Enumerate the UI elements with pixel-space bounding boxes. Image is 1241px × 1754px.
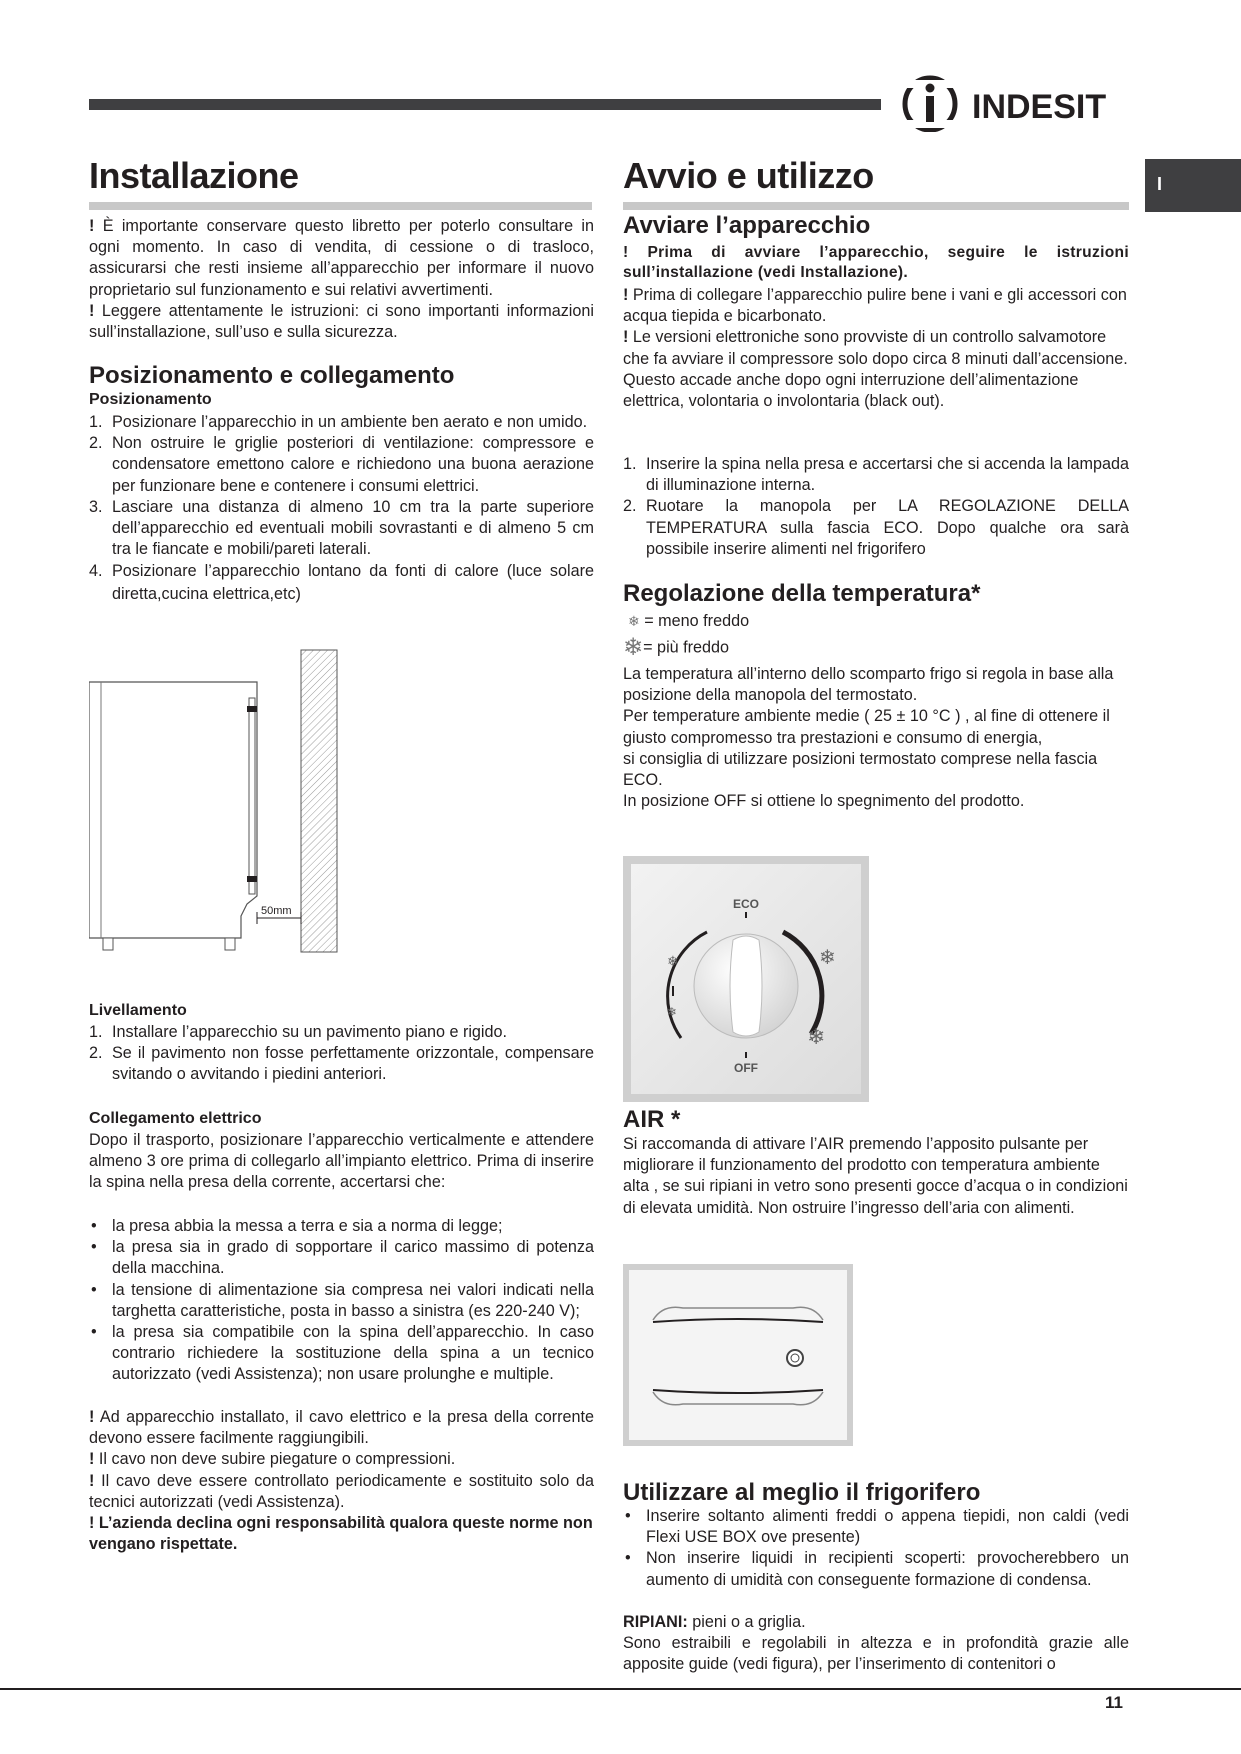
electric-heading: Collegamento elettrico (89, 1110, 262, 1127)
start-note: ! Le versioni elettroniche sono provviste di un controllo salvamotore che fa avviare il compressore solo dopo circa 8 minuti dall’accensione. Questo accade anche dopo ogni interruzione dell’alimentazione elettrica, volontaria o involontaria (black out). (623, 328, 1128, 411)
electric-checklist (89, 1216, 594, 1386)
dial-snowflake-icon: ❄ (807, 1024, 826, 1049)
start-bold-warning: ! Prima di avviare l’apparecchio, seguire le istruzioni sull’installazione (vedi Installazione). (623, 244, 1129, 281)
warning-note: ! Il cavo non deve subire piegature o compressioni. (89, 1450, 456, 1469)
brand-name: INDESIT (972, 88, 1107, 126)
electric-warnings (89, 1407, 594, 1555)
more-cold-legend: ❄= più freddo (623, 634, 730, 661)
less-cold-legend: ❄ = meno freddo (628, 611, 749, 632)
thermostat-dial-figure (623, 856, 869, 1108)
start-notes (623, 285, 1129, 412)
start-note: ! Prima di collegare l’apparecchio pulire bene i vani e gli accessori con acqua tiepida e bicarbonato. (623, 286, 1127, 326)
list-item: 1. Posizionare l’apparecchio in un ambiente ben aerato e non umido. (89, 413, 588, 431)
air-button-figure (623, 1264, 853, 1452)
intro-note-1: ! È importante conservare questo libretto per poterlo consultare in ogni momento. In caso di vendita, di cessione o di trasloco, assicurarsi che resti insieme all’apparecchio per informare il nuovo proprietario sul funzionamento e sui relativi avvertimenti. (89, 217, 594, 299)
distance-label: 50mm (261, 905, 292, 917)
leveling-list (89, 1022, 594, 1086)
best-use-list (623, 1506, 1129, 1591)
indesit-logo (902, 74, 1132, 132)
list-item: • la presa sia compatibile con la spina dell’apparecchio. In caso contrario richiedere la sostituzione della spina a un tecnico autorizzato (vedi Assistenza); non usare prolunghe e multiple. (89, 1322, 594, 1386)
temperature-paragraph: Per temperature ambiente medie ( 25 ± 10 °C ) , al fine di ottenere il giusto compromesso tra prestazioni e consumo di energia, (623, 707, 1110, 747)
list-item: 2. Se il pavimento non fosse perfettamente orizzontale, compensare svitando o avvitando i piedini anteriori. (89, 1044, 594, 1084)
language-tab-label: I (1157, 174, 1163, 194)
list-item: • la tensione di alimentazione sia compresa nei valori indicati nella targhetta caratteristiche, posta in basso a sinistra (es 220-240 V); (89, 1280, 594, 1322)
positioning-heading: Posizionamento e collegamento (89, 362, 455, 389)
temperature-heading: Regolazione della temperatura* (623, 580, 981, 607)
shelves-text (623, 1612, 1129, 1676)
temperature-text (623, 664, 1129, 812)
positioning-subheading: Posizionamento (89, 391, 212, 408)
header-bar (89, 99, 881, 110)
temperature-paragraph: In posizione OFF si ottiene lo spegnimento del prodotto. (623, 792, 1025, 811)
snowflake-large-icon: ❄ (623, 634, 644, 661)
language-tab (1145, 159, 1241, 212)
warning-note: ! Il cavo deve essere controllato periodicamente e sostituito solo da tecnici autorizzati (vedi Assistenza). (89, 1471, 594, 1511)
list-item: 1. Installare l’apparecchio su un pavimento piano e rigido. (89, 1023, 508, 1041)
list-item: 3. Lasciare una distanza di almeno 10 cm tra la parte superiore dell’apparecchio ed eventuali mobili sovrastanti e di almeno 5 cm tra le fiancate e mobili/pareti laterali. (89, 497, 594, 559)
start-heading: Avviare l’apparecchio (623, 212, 871, 239)
snowflake-small-icon: ❄ (628, 613, 640, 630)
dial-eco-label: ECO (732, 897, 760, 911)
air-heading: AIR * (623, 1106, 681, 1133)
page-number: 11 (1105, 1693, 1123, 1712)
start-steps (623, 454, 1129, 560)
installation-distance-figure (89, 648, 349, 964)
dial-snowflake-icon: ❄ (667, 953, 679, 969)
air-text: Si raccomanda di attivare l’AIR premendo l’apposito pulsante per migliorare il funzionamento del prodotto con temperatura ambiente alta , se sui ripiani in vetro sono presenti gocce d’acqua o in condizioni di elevata umidità. Non ostruire l’ingresso dell’aria con alimenti. (623, 1135, 1128, 1217)
warning-note: ! Ad apparecchio installato, il cavo elettrico e la presa della corrente devono essere facilmente raggiungibili. (89, 1408, 594, 1448)
footer-line (0, 1688, 1241, 1690)
leveling-heading: Livellamento (89, 1002, 187, 1019)
best-use-heading: Utilizzare al meglio il frigorifero (623, 1479, 981, 1506)
liability-warning: ! L’azienda declina ogni responsabilità qualora queste norme non vengano rispettate. (89, 1514, 593, 1554)
electric-text: Dopo il trasporto, posizionare l’apparecchio verticalmente e attendere almeno 3 ore prima di collegarlo all’impianto elettrico. Prima di inserire la spina nella presa della corrente, accertarsi che: (89, 1131, 594, 1192)
list-item: 2. Ruotare la manopola per LA REGOLAZIONE DELLA TEMPERATURA sulla fascia ECO. Dopo qualche ora sarà possibile inserire alimenti nel frigorifero (623, 497, 1129, 558)
intro-note-2: ! Leggere attentamente le istruzioni: ci sono importanti informazioni sull’installazione, sull’uso e sulla sicurezza. (89, 301, 594, 342)
installation-intro (89, 216, 594, 343)
list-item: 2. Non ostruire le griglie posteriori di ventilazione: compressore e condensatore emettono calore e richiedono una buona aerazione per funzionare bene e contenere i consumi elettrici. (89, 434, 594, 495)
dial-snowflake-icon: ❄ (819, 947, 836, 969)
installation-title: Installazione (89, 156, 592, 210)
list-item: 4. Posizionare l’apparecchio lontano da fonti di calore (luce solare diretta,cucina elettrica,etc) (89, 562, 594, 604)
positioning-list (89, 412, 594, 606)
dial-off-label: OFF (734, 1061, 758, 1075)
temperature-paragraph: si consiglia di utilizzare posizioni termostato comprese nella fascia ECO. (623, 749, 1098, 790)
list-item: • Non inserire liquidi in recipienti scoperti: provocherebbero un aumento di umidità con conseguente formazione di condensa. (623, 1548, 1129, 1590)
startup-title: Avvio e utilizzo (623, 156, 1129, 210)
dial-snowflake-icon: ❄ (667, 1005, 678, 1019)
list-item: • la presa abbia la messa a terra e sia a norma di legge; (89, 1216, 594, 1237)
shelves-line: RIPIANI: pieni o a griglia. (623, 1613, 806, 1631)
shelves-line: Sono estraibili e regolabili in altezza e in profondità grazie alle apposite guide (vedi figura), per l’inserimento di contenitori o (623, 1634, 1129, 1674)
list-item: • la presa sia in grado di sopportare il carico massimo di potenza della macchina. (89, 1237, 594, 1279)
list-item: • Inserire soltanto alimenti freddi o appena tiepidi, non caldi (vedi Flexi USE BOX ove presente) (623, 1506, 1129, 1548)
temperature-paragraph: La temperatura all’interno dello scomparto frigo si regola in base alla posizione della manopola del termostato. (623, 665, 1114, 705)
list-item: 1. Inserire la spina nella presa e accertarsi che si accenda la lampada di illuminazione interna. (623, 455, 1129, 495)
